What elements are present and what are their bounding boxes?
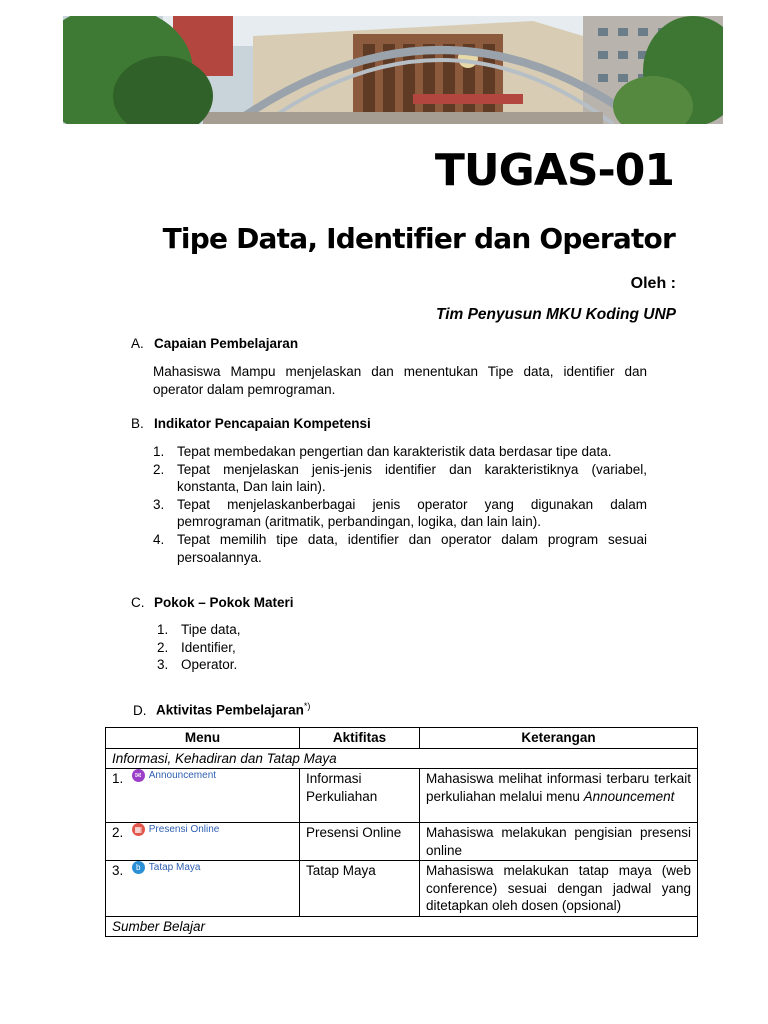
activity-cell: Presensi Online — [300, 823, 420, 861]
description-cell: Mahasiswa melakukan pengisian presensi online — [420, 823, 698, 861]
section-letter: C. — [131, 595, 145, 610]
section-a-text: Mahasiswa Mampu menjelaskan dan menentukan Tipe data, identifier dan operator dalam pemrograman. — [153, 364, 647, 397]
section-letter: D. — [133, 702, 147, 718]
section-letter: A. — [131, 336, 144, 351]
document-title: TUGAS-01 — [434, 145, 674, 196]
list-item — [153, 461, 647, 496]
description-cell — [420, 769, 698, 823]
activity-cell: Informasi Perkuliahan — [300, 769, 420, 823]
column-header-menu: Menu — [106, 728, 300, 749]
menu-cell — [106, 769, 300, 823]
table-row — [106, 769, 698, 823]
by-label: Oleh : — [630, 275, 676, 292]
tatap-maya-icon: b — [132, 861, 145, 874]
column-header-description: Keterangan — [420, 728, 698, 749]
section-letter: B. — [131, 416, 144, 431]
menu-cell — [106, 823, 300, 861]
header-banner-image — [63, 16, 723, 124]
material-list — [157, 621, 457, 674]
item-number: 3. — [153, 496, 165, 512]
item-number: 1. — [157, 622, 169, 637]
tatap-maya-menu-link[interactable] — [132, 859, 201, 877]
table-row — [106, 861, 698, 917]
announcement-menu-link[interactable] — [132, 767, 216, 785]
footnote-marker: *) — [303, 701, 311, 711]
item-number: 3. — [157, 657, 169, 673]
list-item — [157, 621, 457, 639]
item-text: Tepat menjelaskan jenis-jenis identifier dan karakteristiknya (variabel, konstanta, Dan lain lain). — [177, 461, 647, 495]
activity-table — [105, 727, 698, 937]
item-text: Tepat menjelaskanberbagai jenis operator yang digunakan dalam pemrograman (aritmatik, perbandingan, logika, dan lain lain). — [177, 496, 647, 530]
author-name: Tim Penyusun MKU Koding UNP — [436, 306, 676, 323]
document-subtitle: Tipe Data, Identifier dan Operator — [162, 222, 675, 255]
section-b-heading — [131, 416, 371, 431]
section-title: Aktivitas Pembelajaran — [156, 702, 304, 718]
section-a-heading — [131, 336, 298, 351]
section-title: Pokok – Pokok Materi — [154, 595, 294, 610]
menu-tag-label: Announcement — [148, 770, 217, 781]
column-header-activity: Aktifitas — [300, 728, 420, 749]
row-number: 1. — [112, 771, 124, 786]
group-label: Sumber Belajar — [106, 916, 698, 937]
list-item — [157, 639, 457, 657]
item-number: 2. — [157, 639, 169, 655]
row-number: 3. — [112, 863, 124, 878]
item-text: Tepat membedakan pengertian dan karakteristik data berdasar tipe data. — [177, 444, 612, 459]
description-text: Mahasiswa melihat informasi terbaru terkait perkuliahan melalui menu — [426, 771, 691, 804]
presensi-menu-link[interactable] — [132, 821, 220, 839]
table-row — [106, 823, 698, 861]
competency-list — [153, 443, 647, 566]
description-italic: Announcement — [583, 788, 675, 804]
menu-cell — [106, 861, 300, 917]
item-text: Identifier, — [181, 639, 236, 655]
table-group-row — [106, 748, 698, 769]
item-text: Operator. — [181, 657, 238, 673]
menu-tag-label: Presensi Online — [148, 824, 220, 835]
announcement-icon: ✉ — [132, 769, 145, 782]
table-group-row — [106, 916, 698, 937]
presensi-icon: ▦ — [132, 823, 145, 836]
section-title: Indikator Pencapaian Kompetensi — [154, 416, 371, 431]
item-number: 1. — [153, 444, 165, 459]
table-header-row — [106, 728, 698, 749]
item-text: Tepat memilih tipe data, identifier dan operator dalam program sesuai persoalannya. — [177, 531, 647, 565]
list-item — [153, 496, 647, 531]
list-item — [153, 443, 647, 461]
item-text: Tipe data, — [181, 622, 241, 637]
row-number: 2. — [112, 825, 124, 840]
description-cell: Mahasiswa melakukan tatap maya (web conference) sesuai dengan jadwal yang ditetapkan oleh dosen (opsional) — [420, 861, 698, 917]
item-number: 2. — [153, 461, 165, 477]
activity-cell: Tatap Maya — [300, 861, 420, 917]
list-item — [157, 656, 457, 674]
list-item — [153, 531, 647, 566]
section-d-heading — [133, 701, 310, 718]
group-label: Informasi, Kehadiran dan Tatap Maya — [106, 748, 698, 769]
menu-tag-label: Tatap Maya — [148, 862, 201, 873]
section-title: Capaian Pembelajaran — [154, 336, 299, 351]
section-c-heading — [131, 595, 294, 610]
item-number: 4. — [153, 531, 165, 547]
